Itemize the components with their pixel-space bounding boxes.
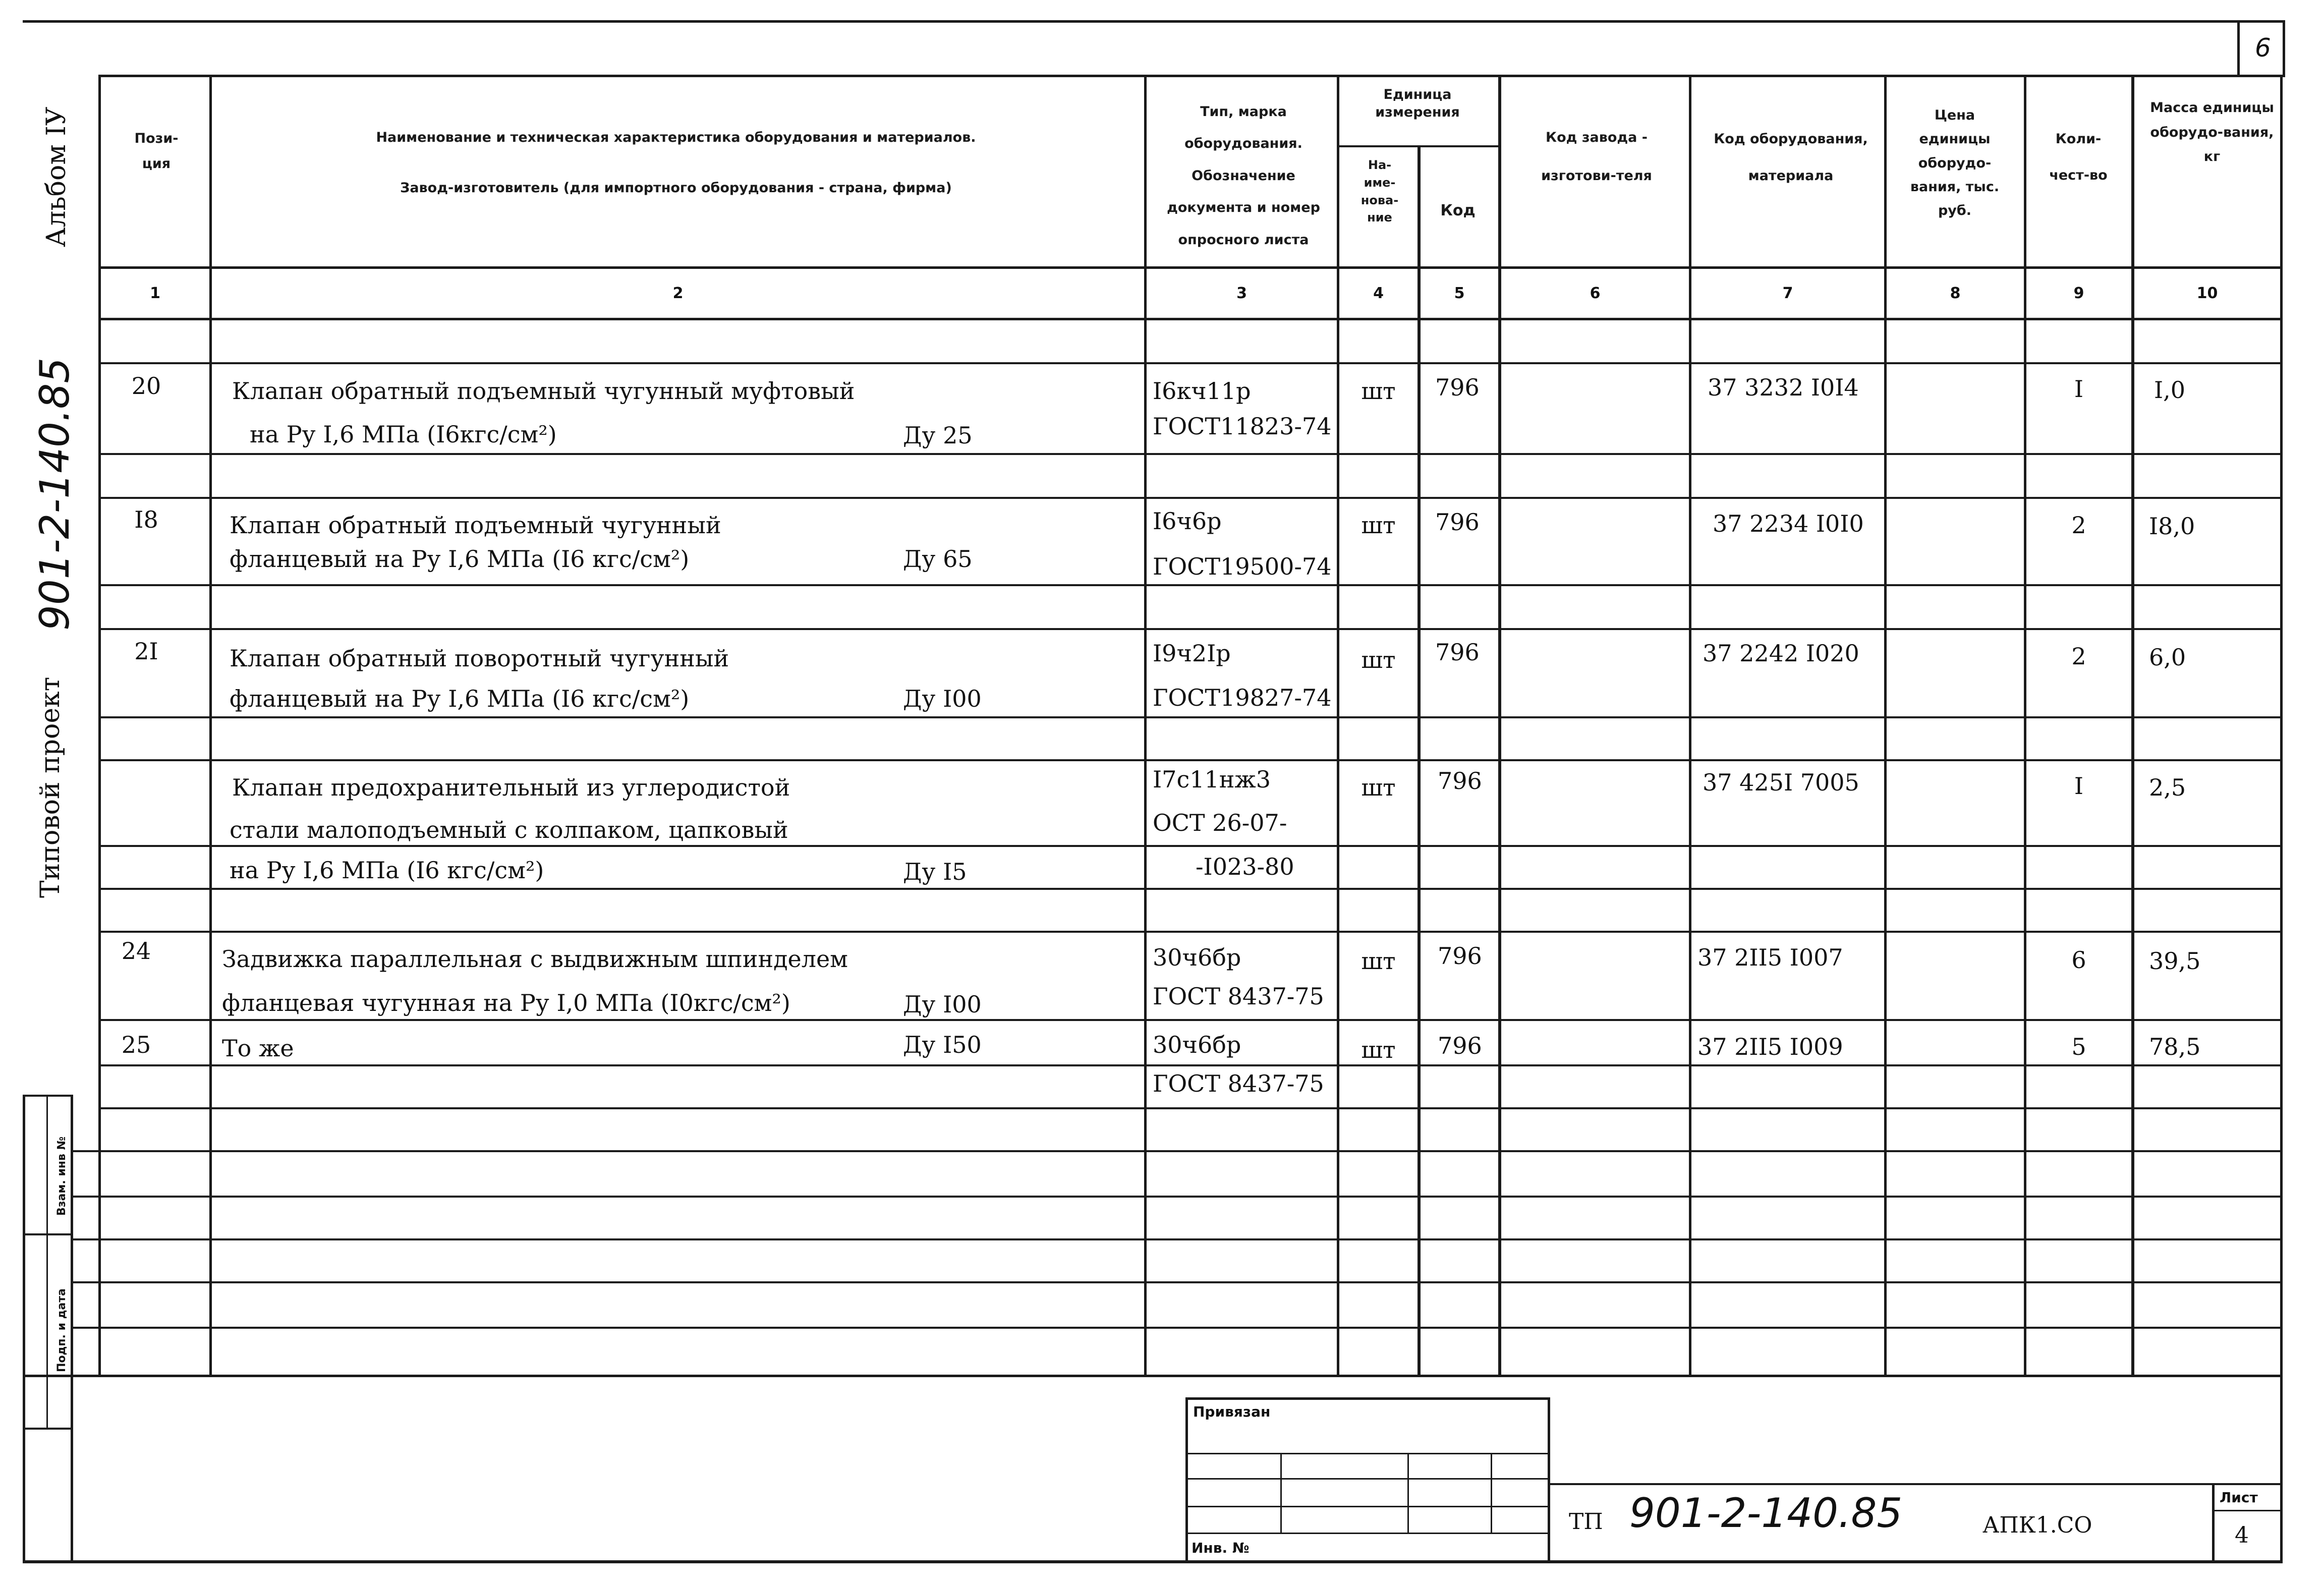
item-name-line: фланцевый на Ру I,6 МПа (I6 кгс/см²) (230, 685, 690, 712)
item-position: 20 (131, 372, 161, 400)
item-qty: 6 (2071, 946, 2086, 974)
col-line-6 (1689, 75, 1691, 1376)
row-line (73, 1238, 2283, 1240)
item-qty: 2 (2071, 512, 2086, 539)
item-standard: -I023-80 (1196, 853, 1294, 880)
header-name-line1: Наименование и техническая характеристика оборудования и материалов. (376, 130, 976, 145)
item-qty: 2 (2071, 643, 2086, 670)
colnum-5: 5 (1454, 285, 1465, 302)
sheet-number-box-right (2283, 20, 2285, 77)
header-type: Тип, марка оборудования. Обозначение документа и номер опросного листа (1167, 104, 1320, 248)
item-standard: ГОСТ19827-74 (1153, 684, 1332, 711)
project-type-label: Типовой проект (35, 676, 66, 898)
side-project-code: 901-2-140.85 (31, 357, 78, 631)
stamp-box-line (23, 1095, 73, 1097)
tb-row (1185, 1533, 1549, 1534)
header-qty: Коли-чест-во (2049, 131, 2108, 183)
col-line-2 (1144, 75, 1147, 1376)
frame-top (98, 75, 2285, 77)
col-line-9 (2131, 75, 2134, 1376)
item-name-line: Задвижка параллельная с выдвижным шпинделем (222, 945, 848, 973)
item-mass: 78,5 (2149, 1033, 2201, 1060)
item-standard: ГОСТ 8437-75 (1153, 1070, 1324, 1097)
row-line (98, 628, 2283, 630)
col-line-7 (1884, 75, 1887, 1376)
stamp-box-mid (46, 1095, 48, 1428)
colnum-9: 9 (2073, 285, 2084, 302)
item-unit-code: 796 (1435, 508, 1480, 536)
item-standard: ГОСТ11823-74 (1153, 413, 1332, 440)
item-name-line: фланцевая чугунная на Ру I,0 МПа (I0кгс/см²) (222, 989, 790, 1016)
frame-bottom (23, 1560, 2283, 1563)
colnum-4: 4 (1373, 285, 1384, 302)
tp-label: ТП (1569, 1509, 1603, 1535)
item-unit: шт (1361, 1036, 1396, 1063)
item-unit: шт (1361, 646, 1396, 673)
header-price: Цена единицы оборудо-вания, тыс. руб. (1910, 107, 2000, 218)
item-dn: Ду I5 (903, 858, 967, 885)
tb-sheet-left (2212, 1483, 2215, 1561)
item-dn: Ду I00 (903, 991, 982, 1018)
row-line (73, 1150, 2283, 1152)
frame-right (2280, 75, 2283, 1563)
tb-row (1185, 1506, 1549, 1507)
item-type: I6ч6р (1153, 507, 1222, 535)
item-name-line: Клапан предохранительный из углеродистой (232, 774, 790, 801)
sheet-number-box-left (2237, 20, 2240, 77)
row-line (98, 759, 2283, 761)
item-type: 30ч6бр (1153, 944, 1241, 971)
item-equip-code: 37 2II5 I007 (1697, 944, 1843, 971)
row-line (73, 1281, 2283, 1283)
item-position: I8 (134, 506, 158, 533)
tb-sheet-row (2212, 1510, 2283, 1511)
item-equip-code: 37 425I 7005 (1703, 769, 1859, 796)
item-position: 25 (121, 1031, 151, 1058)
bound-label: Привязан (1193, 1403, 1271, 1420)
header-name-line2: Завод-изготовитель (для импортного оборудования - страна, фирма) (400, 180, 952, 196)
item-name-line: Клапан обратный подъемный чугунный муфтовый (232, 377, 855, 405)
item-unit-code: 796 (1438, 1032, 1482, 1059)
top-rule (23, 20, 2283, 23)
header-mass: Масса единицы оборудо-вания, кг (2150, 100, 2274, 165)
inv-label: Инв. № (1192, 1540, 1250, 1556)
set-code: АПК1.СО (1982, 1512, 2092, 1538)
row-line (98, 584, 2283, 586)
item-standard: ГОСТ19500-74 (1153, 553, 1332, 580)
item-qty: I (2074, 772, 2084, 800)
header-unit: Единица измерения (1375, 87, 1460, 121)
col-line-3 (1337, 75, 1339, 1376)
item-qty: I (2074, 375, 2084, 403)
item-unit: шт (1361, 377, 1396, 405)
stamp-box-line (23, 1233, 73, 1235)
tb-col (1280, 1453, 1282, 1534)
row-line (73, 1196, 2283, 1198)
item-unit-code: 796 (1438, 942, 1482, 970)
item-name-line: То же (222, 1035, 294, 1062)
item-equip-code: 37 2II5 I009 (1697, 1033, 1843, 1060)
item-equip-code: 37 2242 I020 (1703, 640, 1859, 667)
header-equip-code: Код оборудования, материала (1714, 131, 1868, 184)
item-type: I9ч2Iр (1153, 640, 1231, 667)
item-mass: 2,5 (2149, 774, 2186, 801)
colnum-bottom (98, 318, 2283, 320)
item-name-line: фланцевый на Ру I,6 МПа (I6 кгс/см²) (230, 545, 690, 573)
item-position: 24 (121, 937, 151, 965)
colnum-6: 6 (1590, 285, 1601, 302)
item-name-line: на Ру I,6 МПа (I6 кгс/см²) (230, 857, 544, 884)
table-bottom (23, 1375, 2283, 1377)
item-dn: Ду I00 (903, 685, 982, 712)
stamp-label-2: Подп. и дата (55, 1288, 68, 1372)
colnum-1: 1 (150, 285, 160, 302)
item-unit-code: 796 (1435, 639, 1480, 666)
colnum-7: 7 (1782, 285, 1793, 302)
item-name-line: Клапан обратный подъемный чугунный (230, 512, 721, 539)
header-position: Пози-ция (134, 131, 179, 172)
item-dn: Ду 25 (903, 422, 973, 449)
item-dn: Ду 65 (903, 545, 973, 573)
item-name-line: на Ру I,6 МПа (I6кгс/см²) (250, 421, 557, 448)
sheet-label: Лист (2220, 1489, 2258, 1506)
item-unit-code: 796 (1438, 767, 1482, 795)
item-type: I7с11нж3 (1153, 766, 1271, 793)
album-label: Альбом IУ (41, 106, 72, 247)
row-line (98, 1064, 2283, 1066)
stamp-box-line (23, 1428, 73, 1430)
row-line (98, 362, 2283, 364)
item-mass: 6,0 (2149, 644, 2186, 671)
header-unit-code: Код (1440, 202, 1476, 219)
item-dn: Ду I50 (903, 1031, 982, 1058)
row-line (98, 497, 2283, 499)
stamp-box-left (23, 1095, 25, 1561)
stamp-label-1: Взам. инв № (55, 1136, 68, 1216)
header-factory-code: Код завода - изготови-теля (1541, 130, 1652, 184)
tb-col (1491, 1453, 1492, 1534)
col-line-1 (209, 75, 212, 1376)
header-unit-name: На-име-нова-ние (1361, 158, 1399, 225)
header-bottom (98, 266, 2283, 269)
colnum-8: 8 (1950, 285, 1961, 302)
row-line (98, 845, 2283, 847)
item-mass: I,0 (2154, 376, 2186, 404)
frame-left (98, 75, 101, 1376)
colnum-2: 2 (672, 285, 684, 302)
row-line (73, 1327, 2283, 1329)
document-code: 901-2-140.85 (1629, 1490, 1903, 1537)
item-qty: 5 (2071, 1033, 2086, 1060)
sheet-number: 6 (2255, 33, 2271, 63)
row-line (98, 888, 2283, 890)
colnum-10: 10 (2196, 285, 2218, 302)
col-line-8 (2024, 75, 2026, 1376)
item-standard: ГОСТ 8437-75 (1153, 983, 1324, 1010)
tb-top (1185, 1397, 1549, 1400)
tb-main-top (1549, 1483, 2283, 1485)
tb-row (1185, 1453, 1549, 1454)
sheet-value: 4 (2235, 1522, 2249, 1548)
row-line (98, 453, 2283, 455)
item-unit-code: 796 (1435, 374, 1480, 401)
item-equip-code: 37 2234 I0I0 (1713, 510, 1864, 537)
colnum-3: 3 (1236, 285, 1247, 302)
item-standard: ОСТ 26-07- (1153, 809, 1287, 836)
tb-row (1185, 1478, 1549, 1480)
row-line (98, 716, 2283, 718)
item-unit: шт (1361, 947, 1396, 975)
item-name-line: стали малоподъемный с колпаком, цапковый (230, 816, 788, 843)
row-line (98, 1107, 2283, 1109)
tb-col (1407, 1453, 1409, 1534)
item-unit: шт (1361, 774, 1396, 801)
item-mass: 39,5 (2149, 947, 2201, 975)
item-mass: I8,0 (2149, 513, 2195, 540)
item-equip-code: 37 3232 I0I4 (1708, 374, 1859, 401)
item-unit: шт (1361, 512, 1396, 539)
item-name-line: Клапан обратный поворотный чугунный (230, 645, 729, 672)
item-type: I6кч11р (1153, 377, 1251, 405)
item-position: 2I (134, 638, 158, 665)
item-type: 30ч6бр (1153, 1031, 1241, 1058)
col-line-5 (1498, 75, 1501, 1376)
row-line (98, 931, 2283, 933)
row-line (98, 1019, 2283, 1021)
